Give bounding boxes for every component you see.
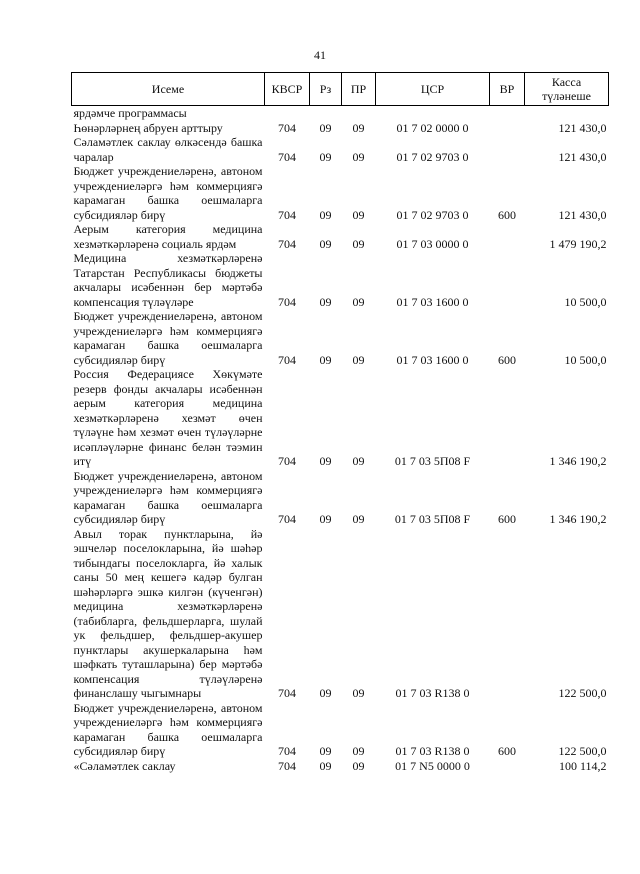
budget-table [71,72,609,773]
row-pr: 09 [352,120,365,135]
row-rz: 09 [319,352,332,367]
row-pr: 09 [352,207,365,222]
row-name: Бюджет учреждениеләренә, автоном учреждениеләргә һәм коммерциягә карамаган башка оешмаларга субсидияләр бирү [73,700,263,758]
row-pr: 09 [352,512,365,526]
row-name: Авыл торак пунктларына, йә эшчеләр поселокларына, йә шәһәр тибындагы поселокларга, йә халык саны 50 мең кешегә кадәр булган шәһәрләргә эшкә килгән (күченгән) медицина хезмәткәрләренә (табибларга, фельдшерларга, шулай ук фельдшер, фельдшер-акушер пунктлары акушеркаларына һәм шәфкать туташларына) бер мәртәбә компенсация түләүләренә финанслашу чыгымнары [73,526,263,700]
row-amount: 122 500,0 [558,686,607,700]
row-vr: 600 [498,207,516,222]
row-vr [490,251,525,309]
row-rz: 09 [319,744,332,758]
row-rz: 09 [319,236,332,251]
table-row [72,121,609,136]
header-kassa: Касса түләнеше [525,73,609,106]
table-row [72,309,609,367]
row-vr: 600 [498,512,516,526]
row-csr: 01 7 03 1600 0 [396,294,469,309]
row-pr: 09 [352,352,365,367]
row-rz: 09 [319,120,332,135]
table-row [72,469,609,527]
row-csr: 01 7 02 9703 0 [396,149,469,164]
row-vr: 600 [498,744,516,758]
row-kvsr: 704 [278,207,296,222]
row-rz: 09 [319,758,332,773]
row-kvsr: 704 [278,236,296,251]
table-row [72,527,609,701]
row-rz [310,106,342,121]
table-header [72,73,609,106]
row-vr [490,759,525,774]
row-csr: 01 7 03 5П08 F [394,512,471,526]
row-amount: 10 500,0 [564,294,607,309]
table-row [72,106,609,121]
row-amount: 1 346 190,2 [549,454,607,468]
row-vr [490,106,525,121]
row-pr: 09 [352,294,365,309]
table-row [72,164,609,222]
row-kvsr: 704 [278,686,296,700]
row-name: Бюджет учреждениеләренә, автоном учреждениеләргә һәм коммерциягә карамаган башка оешмаларга субсидияләр бирү [73,164,263,222]
row-name: Сәламәтлек саклау өлкәсендә башка чаралар [73,135,263,164]
row-name: Медицина хезмәткәрләренә Татарстан Республикасы бюджеты акчалары исәбеннән бер мәртәбә компенсация түләүләре [73,251,263,309]
header-name: Исеме [72,73,265,106]
row-pr: 09 [352,686,365,700]
row-name: Һөнәрләрнең абруен арттыру [73,120,223,135]
row-amount [525,106,609,121]
table-row [72,701,609,759]
row-csr: 01 7 03 R138 0 [395,744,470,758]
row-vr [490,222,525,251]
row-pr: 09 [352,744,365,758]
table-body [72,106,609,774]
header-kvsr: КВСР [265,73,310,106]
row-kvsr: 704 [278,454,296,468]
header-pr: ПР [342,73,376,106]
row-pr [342,106,376,121]
header-rz: Рз [310,73,342,106]
row-csr: 01 7 03 R138 0 [395,686,470,700]
row-csr: 01 7 02 0000 0 [396,120,469,135]
row-amount: 121 430,0 [558,207,607,222]
row-vr [490,121,525,136]
row-csr: 01 7 N5 0000 0 [395,758,470,773]
row-csr: 01 7 03 1600 0 [396,352,469,367]
row-csr [376,106,490,121]
row-rz: 09 [319,207,332,222]
row-kvsr: 704 [278,744,296,758]
table-row [72,135,609,164]
table-row [72,222,609,251]
row-name: Аерым категория медицина хезмәткәрләренә социаль ярдәм [73,222,263,251]
row-name: Россия Федерациясе Хөкүмәте резерв фонды акчалары исәбеннән аерым категория медицина хезмәткәрләренә хезмәт өчен түләүне һәм хезмәт өчен түләүләрне исәпләүләрне финанс белән тәэмин итү [73,367,263,468]
row-amount: 10 500,0 [564,352,607,367]
row-kvsr: 704 [278,149,296,164]
row-kvsr [265,106,310,121]
row-vr [490,135,525,164]
row-rz: 09 [319,686,332,700]
row-kvsr: 704 [278,120,296,135]
row-pr: 09 [352,758,365,773]
row-amount: 1 346 190,2 [549,512,607,526]
row-pr: 09 [352,149,365,164]
row-vr [490,367,525,469]
row-csr: 01 7 03 0000 0 [396,236,469,251]
row-csr: 01 7 03 5П08 F [394,454,471,468]
row-name: Бюджет учреждениеләренә, автоном учреждениеләргә һәм коммерциягә карамаган башка оешмаларга субсидияләр бирү [73,468,263,526]
row-amount: 122 500,0 [558,744,607,758]
row-rz: 09 [319,149,332,164]
row-amount: 1 479 190,2 [549,236,607,251]
row-csr: 01 7 02 9703 0 [396,207,469,222]
row-kvsr: 704 [278,294,296,309]
row-name: Бюджет учреждениеләренә, автоном учреждениеләргә һәм коммерциягә карамаган башка оешмаларга субсидияләр бирү [73,309,263,367]
row-name: «Сәламәтлек саклау [73,758,176,773]
row-vr [490,527,525,701]
row-kvsr: 704 [278,352,296,367]
page-number: 41 [314,48,326,62]
row-amount: 121 430,0 [558,149,607,164]
row-pr: 09 [352,236,365,251]
row-amount: 100 114,2 [558,758,607,773]
table-row [72,759,609,774]
row-pr: 09 [352,454,365,468]
row-vr: 600 [498,352,516,367]
row-rz: 09 [319,512,332,526]
row-rz: 09 [319,454,332,468]
header-csr: ЦСР [376,73,490,106]
row-amount: 121 430,0 [558,120,607,135]
table-row [72,251,609,309]
header-vr: ВР [490,73,525,106]
row-kvsr: 704 [278,512,296,526]
row-rz: 09 [319,294,332,309]
row-name: ярдәмче программасы [73,106,187,120]
table-row [72,367,609,469]
row-kvsr: 704 [278,758,296,773]
